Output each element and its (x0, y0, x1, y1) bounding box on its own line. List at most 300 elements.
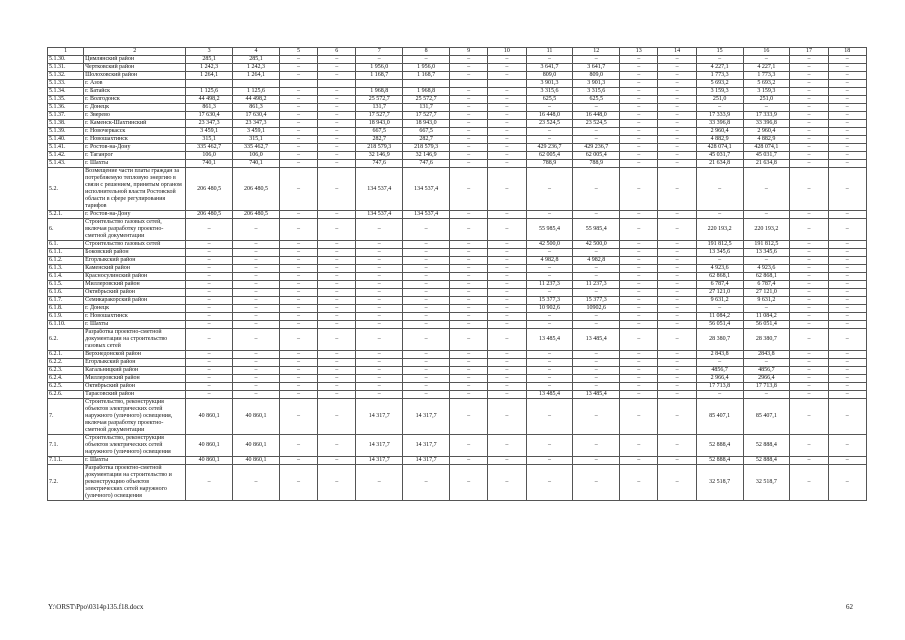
value-cell: 1 968,8 (356, 88, 403, 96)
value-cell: – (658, 219, 696, 241)
value-cell: – (620, 249, 658, 257)
value-cell: 667,5 (356, 128, 403, 136)
value-cell: 1 773,3 (743, 72, 790, 80)
row-number: 6.2.2. (48, 359, 84, 367)
value-cell: – (828, 120, 866, 128)
row-number: 6.2.3. (48, 367, 84, 375)
value-cell: – (403, 265, 450, 273)
value-cell: 3 901,3 (573, 80, 620, 88)
value-cell: 2 960,4 (696, 128, 743, 136)
value-cell: – (279, 112, 317, 120)
value-cell: – (488, 128, 526, 136)
table-row (48, 465, 867, 501)
value-cell: – (790, 367, 828, 375)
value-cell: – (186, 281, 233, 289)
value-cell: – (790, 96, 828, 104)
table-row (48, 249, 867, 257)
value-cell: 206 480,5 (186, 168, 233, 211)
value-cell: – (573, 351, 620, 359)
value-cell: – (356, 313, 403, 321)
value-cell: – (450, 329, 488, 351)
header-cell: 15 (696, 48, 743, 56)
value-cell: 13 485,4 (573, 391, 620, 399)
row-number: 5.1.31. (48, 64, 84, 72)
value-cell: – (658, 241, 696, 249)
value-cell: 4 982,8 (573, 257, 620, 265)
value-cell: 11 237,3 (526, 281, 573, 289)
header-row (48, 48, 867, 56)
value-cell: – (658, 136, 696, 144)
value-cell: – (620, 144, 658, 152)
value-cell: – (279, 211, 317, 219)
value-cell: – (403, 297, 450, 305)
value-cell: 21 634,8 (743, 160, 790, 168)
value-cell: – (279, 375, 317, 383)
value-cell: – (186, 375, 233, 383)
value-cell: 11 084,2 (743, 313, 790, 321)
row-name: Верхнедонской район (84, 351, 186, 359)
value-cell: – (450, 249, 488, 257)
value-cell: – (403, 351, 450, 359)
value-cell: – (828, 435, 866, 457)
value-cell: – (658, 152, 696, 160)
value-cell: – (356, 281, 403, 289)
value-cell: 62 005,4 (573, 152, 620, 160)
value-cell: 220 193,2 (743, 219, 790, 241)
value-cell: – (450, 88, 488, 96)
value-cell: – (620, 329, 658, 351)
value-cell: – (790, 289, 828, 297)
value-cell: – (279, 56, 317, 64)
value-cell (450, 80, 488, 88)
value-cell: 33 396,8 (696, 120, 743, 128)
table-row (48, 152, 867, 160)
value-cell: – (790, 351, 828, 359)
value-cell: – (573, 289, 620, 297)
value-cell: 16 448,0 (573, 112, 620, 120)
value-cell: – (658, 257, 696, 265)
value-cell: – (743, 104, 790, 112)
row-name: Строительство, реконструкция объектов электрических сетей наружного (уличного) освещения, включая разработку проектно-сметной документации (84, 399, 186, 435)
value-cell: – (790, 265, 828, 273)
value-cell: 285,1 (186, 56, 233, 64)
value-cell: – (450, 435, 488, 457)
value-cell: – (620, 265, 658, 273)
value-cell: 861,3 (186, 104, 233, 112)
value-cell: – (526, 351, 573, 359)
value-cell: – (450, 160, 488, 168)
value-cell: 788,9 (526, 160, 573, 168)
value-cell: 747,6 (356, 160, 403, 168)
value-cell: – (620, 104, 658, 112)
row-name: г. Таганрог (84, 152, 186, 160)
value-cell: – (488, 465, 526, 501)
value-cell: – (279, 313, 317, 321)
value-cell: – (828, 391, 866, 399)
row-number: 6. (48, 219, 84, 241)
value-cell: 40 860,1 (186, 457, 233, 465)
value-cell: 2 960,4 (743, 128, 790, 136)
value-cell: – (790, 297, 828, 305)
table-row (48, 359, 867, 367)
value-cell: – (573, 367, 620, 375)
value-cell: 45 031,7 (743, 152, 790, 160)
value-cell: – (573, 313, 620, 321)
value-cell: – (450, 367, 488, 375)
value-cell: 6 787,4 (743, 281, 790, 289)
table-row (48, 329, 867, 351)
value-cell: – (403, 375, 450, 383)
value-cell: 429 236,7 (573, 144, 620, 152)
value-cell: – (488, 144, 526, 152)
value-cell: – (403, 249, 450, 257)
value-cell: – (743, 56, 790, 64)
row-name: г. Шахты (84, 457, 186, 465)
value-cell: 15 377,3 (526, 297, 573, 305)
row-name: Боковский район (84, 249, 186, 257)
value-cell: – (488, 104, 526, 112)
value-cell: – (658, 112, 696, 120)
value-cell: 40 860,1 (233, 435, 280, 457)
value-cell: – (658, 305, 696, 313)
row-number: 5.1.41. (48, 144, 84, 152)
value-cell: 14 317,7 (356, 399, 403, 435)
value-cell: 788,9 (573, 160, 620, 168)
value-cell: – (620, 56, 658, 64)
table-row (48, 367, 867, 375)
value-cell: – (658, 88, 696, 96)
value-cell: – (488, 313, 526, 321)
value-cell: 2843,8 (743, 351, 790, 359)
value-cell: – (658, 399, 696, 435)
value-cell: – (620, 351, 658, 359)
value-cell: – (526, 435, 573, 457)
value-cell: – (658, 273, 696, 281)
value-cell: – (318, 128, 356, 136)
value-cell: 2966,4 (743, 375, 790, 383)
value-cell (233, 80, 280, 88)
value-cell: – (233, 329, 280, 351)
value-cell: 191 812,5 (743, 241, 790, 249)
value-cell (279, 80, 317, 88)
value-cell: 106,0 (233, 152, 280, 160)
value-cell: 282,7 (356, 136, 403, 144)
value-cell: – (696, 168, 743, 211)
value-cell: – (620, 457, 658, 465)
value-cell: 14 317,7 (356, 435, 403, 457)
value-cell: 85 407,1 (696, 399, 743, 435)
value-cell: – (356, 249, 403, 257)
value-cell: 1 968,8 (403, 88, 450, 96)
value-cell: – (403, 219, 450, 241)
value-cell: 40 860,1 (186, 399, 233, 435)
table-row (48, 168, 867, 211)
value-cell: 32 146,9 (356, 152, 403, 160)
value-cell: – (356, 391, 403, 399)
value-cell: – (620, 359, 658, 367)
value-cell: 285,1 (233, 56, 280, 64)
value-cell: – (526, 273, 573, 281)
value-cell: – (279, 128, 317, 136)
row-number: 6.2. (48, 329, 84, 351)
value-cell: 13 345,6 (743, 249, 790, 257)
value-cell: 56 051,4 (743, 321, 790, 329)
value-cell: – (318, 359, 356, 367)
value-cell: – (658, 367, 696, 375)
header-cell: 2 (84, 48, 186, 56)
value-cell: – (403, 289, 450, 297)
value-cell: – (488, 72, 526, 80)
value-cell: – (450, 289, 488, 297)
value-cell: – (488, 289, 526, 297)
page-number: 62 (846, 603, 853, 611)
value-cell: – (526, 383, 573, 391)
value-cell: – (658, 104, 696, 112)
file-path: Y:\ORST\Ppo\0314p135.f18.docx (48, 603, 144, 611)
value-cell: – (233, 375, 280, 383)
row-number: 6.1.4. (48, 273, 84, 281)
value-cell: – (828, 367, 866, 375)
value-cell: – (403, 329, 450, 351)
value-cell: 21 634,8 (696, 160, 743, 168)
value-cell: – (790, 281, 828, 289)
value-cell: – (450, 152, 488, 160)
value-cell: 1 168,7 (356, 72, 403, 80)
value-cell: 17 713,8 (743, 383, 790, 391)
value-cell: 17 630,4 (186, 112, 233, 120)
value-cell: 4 882,9 (696, 136, 743, 144)
value-cell: – (743, 305, 790, 313)
value-cell: 62 005,4 (526, 152, 573, 160)
value-cell: – (620, 273, 658, 281)
value-cell: – (620, 297, 658, 305)
value-cell: – (279, 329, 317, 351)
row-name: Строительство, реконструкция объектов электрических сетей наружного (уличного) освещения (84, 435, 186, 457)
value-cell: 44 498,2 (233, 96, 280, 104)
value-cell: 1 264,1 (233, 72, 280, 80)
value-cell: – (620, 211, 658, 219)
row-number: 6.1.10. (48, 321, 84, 329)
value-cell: – (573, 211, 620, 219)
value-cell: – (279, 96, 317, 104)
value-cell: – (828, 168, 866, 211)
value-cell: – (279, 367, 317, 375)
table-row (48, 80, 867, 88)
value-cell: – (186, 391, 233, 399)
value-cell: – (488, 136, 526, 144)
value-cell: – (573, 273, 620, 281)
value-cell: – (790, 136, 828, 144)
value-cell: – (526, 375, 573, 383)
value-cell: 9 631,2 (696, 297, 743, 305)
table-row (48, 391, 867, 399)
value-cell: – (790, 56, 828, 64)
value-cell: – (743, 391, 790, 399)
value-cell: – (318, 241, 356, 249)
value-cell: – (356, 297, 403, 305)
value-cell: 18 943,0 (356, 120, 403, 128)
value-cell: – (828, 80, 866, 88)
table-row (48, 144, 867, 152)
value-cell: 23 347,3 (233, 120, 280, 128)
value-cell: – (573, 128, 620, 136)
table-row (48, 289, 867, 297)
value-cell: 134 537,4 (356, 211, 403, 219)
value-cell: – (828, 136, 866, 144)
row-name: Возмещение части платы граждан за потребляемую тепловую энергию в связи с решением, принятым органом исполнительной власти Ростовской области в сфере регулирования тарифов (84, 168, 186, 211)
value-cell: – (658, 457, 696, 465)
value-cell: – (573, 399, 620, 435)
value-cell: – (279, 152, 317, 160)
value-cell: – (403, 321, 450, 329)
row-number: 7. (48, 399, 84, 435)
value-cell: – (620, 241, 658, 249)
value-cell: – (620, 375, 658, 383)
value-cell: – (696, 211, 743, 219)
value-cell: – (279, 359, 317, 367)
value-cell: 5 693,2 (696, 80, 743, 88)
value-cell: – (318, 144, 356, 152)
value-cell: 3 459,1 (186, 128, 233, 136)
value-cell: 429 236,7 (526, 144, 573, 152)
value-cell: – (828, 305, 866, 313)
value-cell: 191 812,5 (696, 241, 743, 249)
row-name: г. Батайск (84, 88, 186, 96)
value-cell: 3 315,6 (573, 88, 620, 96)
value-cell: – (318, 351, 356, 359)
value-cell: – (186, 321, 233, 329)
value-cell: 4856,7 (696, 367, 743, 375)
value-cell: 131,7 (356, 104, 403, 112)
value-cell: – (488, 152, 526, 160)
value-cell: – (620, 435, 658, 457)
value-cell: – (279, 249, 317, 257)
value-cell: – (279, 120, 317, 128)
value-cell: 52 888,4 (696, 435, 743, 457)
value-cell: 4 227,1 (696, 64, 743, 72)
value-cell: – (828, 265, 866, 273)
value-cell: 18 943,0 (403, 120, 450, 128)
value-cell: – (318, 88, 356, 96)
value-cell (186, 80, 233, 88)
header-cell: 17 (790, 48, 828, 56)
value-cell (403, 80, 450, 88)
value-cell: 206 480,5 (186, 211, 233, 219)
value-cell: – (279, 399, 317, 435)
value-cell: – (233, 351, 280, 359)
value-cell: 315,1 (186, 136, 233, 144)
value-cell: – (658, 265, 696, 273)
value-cell: – (790, 72, 828, 80)
value-cell: – (279, 457, 317, 465)
header-cell: 1 (48, 48, 84, 56)
value-cell: 27 121,0 (743, 289, 790, 297)
value-cell: 17 333,9 (743, 112, 790, 120)
value-cell (488, 80, 526, 88)
value-cell: – (403, 281, 450, 289)
value-cell: – (186, 257, 233, 265)
value-cell: – (658, 391, 696, 399)
value-cell: – (318, 457, 356, 465)
value-cell: – (233, 273, 280, 281)
table-row (48, 219, 867, 241)
row-name: г. Ростов-на-Дону (84, 144, 186, 152)
value-cell: – (450, 104, 488, 112)
value-cell: – (450, 359, 488, 367)
row-name: г. Донецк (84, 104, 186, 112)
value-cell: – (233, 297, 280, 305)
row-name: Кагальницкий район (84, 367, 186, 375)
value-cell: 16 448,0 (526, 112, 573, 120)
value-cell: 10902,6 (573, 305, 620, 313)
value-cell: – (279, 383, 317, 391)
table-row (48, 128, 867, 136)
value-cell: – (828, 273, 866, 281)
value-cell: – (488, 329, 526, 351)
value-cell: 17 527,7 (356, 112, 403, 120)
value-cell: – (318, 120, 356, 128)
row-name: Семикаракорский район (84, 297, 186, 305)
value-cell: 428 074,1 (696, 144, 743, 152)
value-cell: – (356, 329, 403, 351)
table-row (48, 56, 867, 64)
value-cell: – (573, 265, 620, 273)
row-name: г. Волгодонск (84, 96, 186, 104)
value-cell: 28 380,7 (743, 329, 790, 351)
row-number: 5.1.35. (48, 96, 84, 104)
value-cell: 4 882,9 (743, 136, 790, 144)
value-cell: – (318, 104, 356, 112)
value-cell: – (743, 211, 790, 219)
value-cell: – (450, 168, 488, 211)
value-cell: – (279, 257, 317, 265)
value-cell: 1 125,6 (233, 88, 280, 96)
value-cell: 335 462,7 (233, 144, 280, 152)
value-cell: – (279, 219, 317, 241)
row-name: Разработка проектно-сметной документации на строительство газовых сетей (84, 329, 186, 351)
value-cell: – (828, 96, 866, 104)
value-cell: – (828, 219, 866, 241)
value-cell: 62 868,1 (696, 273, 743, 281)
value-cell: – (526, 168, 573, 211)
value-cell: – (488, 297, 526, 305)
header-cell: 9 (450, 48, 488, 56)
value-cell: – (186, 297, 233, 305)
row-number: 5.1.33. (48, 80, 84, 88)
value-cell: – (450, 313, 488, 321)
value-cell: – (233, 257, 280, 265)
value-cell: – (318, 289, 356, 297)
value-cell: – (450, 56, 488, 64)
value-cell: – (790, 219, 828, 241)
value-cell: – (233, 289, 280, 297)
row-number: 6.1.7. (48, 297, 84, 305)
value-cell: – (318, 112, 356, 120)
value-cell: – (658, 96, 696, 104)
value-cell: – (828, 152, 866, 160)
value-cell: – (318, 152, 356, 160)
row-name: Цимлянский район (84, 56, 186, 64)
value-cell: – (450, 281, 488, 289)
value-cell: – (828, 289, 866, 297)
value-cell: 218 579,3 (403, 144, 450, 152)
value-cell: 11 237,3 (573, 281, 620, 289)
value-cell: – (318, 56, 356, 64)
value-cell: – (403, 56, 450, 64)
value-cell: – (573, 249, 620, 257)
value-cell: – (488, 120, 526, 128)
value-cell: 40 860,1 (186, 435, 233, 457)
